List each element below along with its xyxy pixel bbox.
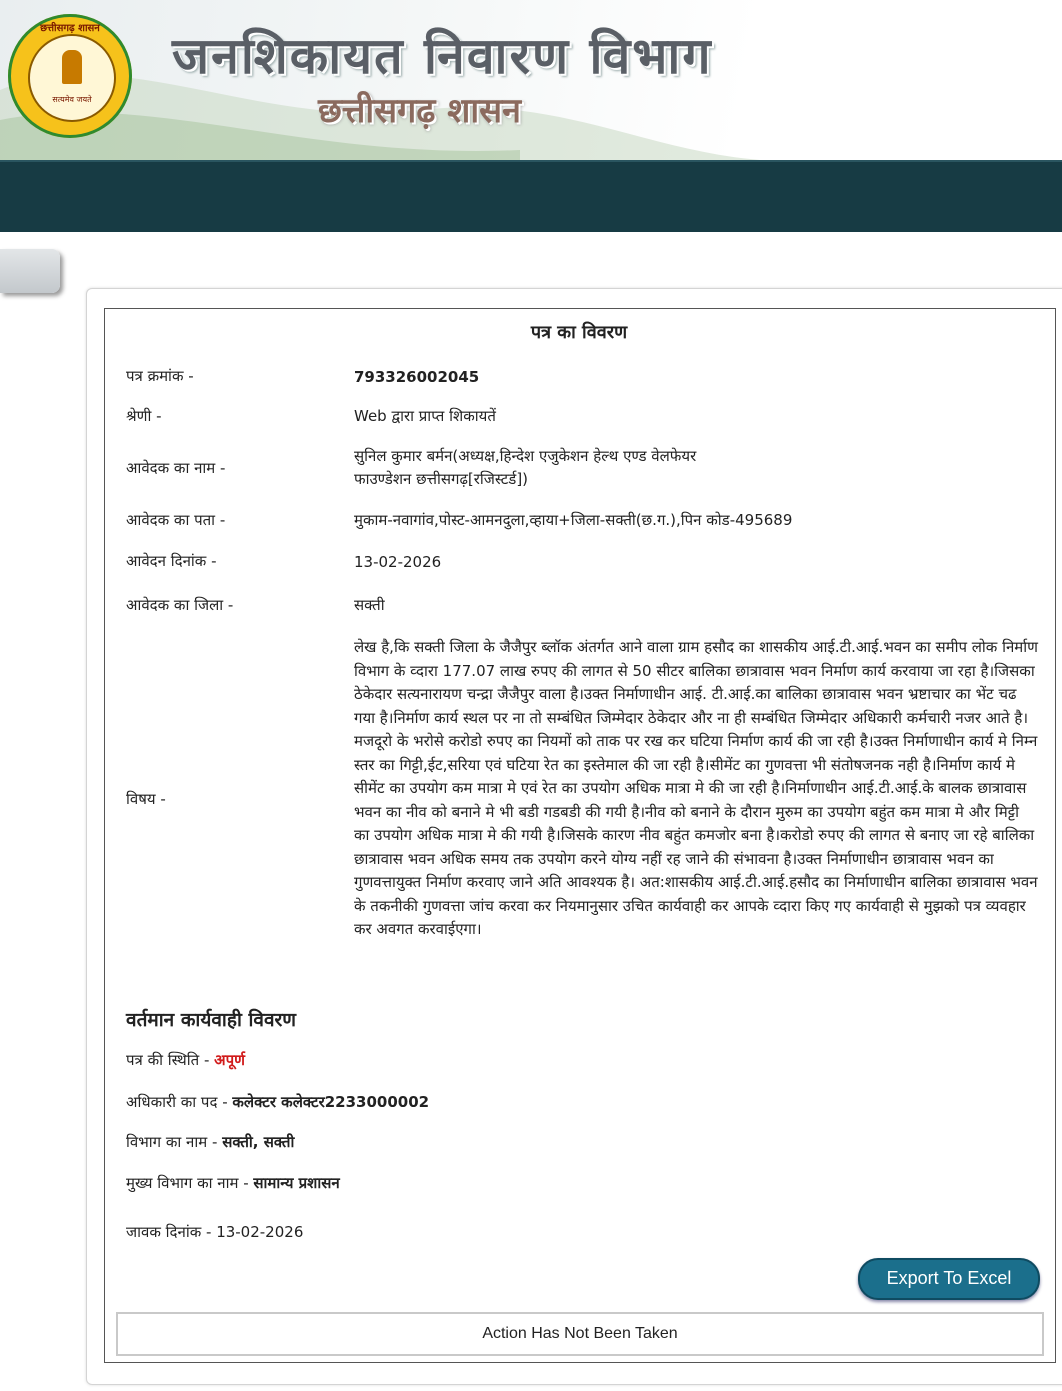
department-name xyxy=(126,1132,294,1152)
navigation-bar xyxy=(0,160,1062,232)
side-menu-tab[interactable] xyxy=(0,249,60,293)
category-label: श्रेणी - xyxy=(126,407,162,425)
applicant-name-line2: फाउण्डेशन छत्तीसगढ़[रजिस्टर्ड]) xyxy=(354,470,529,488)
application-date-label: आवेदन दिनांक - xyxy=(126,552,217,570)
letter-number-label: पत्र क्रमांक - xyxy=(126,367,194,385)
applicant-name-line1: सुनिल कुमार बर्मन(अध्यक्ष,हिन्देश एजुकेशन हेल्थ एण्ड वेलफेयर xyxy=(354,447,697,465)
category-value: Web द्वारा प्राप्त शिकायतें xyxy=(354,407,496,425)
applicant-address-value: मुकाम-नवागांव,पोस्ट-आमनदुला,व्हाया+जिला-सक्ती(छ.ग.),पिन कोड-495689 xyxy=(354,511,793,529)
department-name-label: विभाग का नाम - xyxy=(126,1133,218,1151)
officer-post-label: अधिकारी का पद - xyxy=(126,1093,228,1111)
main-department-label: मुख्य विभाग का नाम - xyxy=(126,1174,249,1192)
export-to-excel-button[interactable]: Export To Excel xyxy=(858,1258,1040,1300)
action-status-message: Action Has Not Been Taken xyxy=(116,1312,1044,1356)
lion-capital-icon xyxy=(62,50,82,84)
dispatch-date xyxy=(126,1222,303,1242)
site-subtitle: छत्तीसगढ़ शासन xyxy=(318,91,522,131)
application-date-value: 13-02-2026 xyxy=(354,553,442,571)
main-department-name xyxy=(126,1173,340,1193)
subject-label: विषय - xyxy=(126,790,166,808)
letter-status xyxy=(126,1050,245,1070)
officer-post-value: कलेक्टर कलेक्टर2233000002 xyxy=(232,1093,430,1111)
state-emblem-logo xyxy=(8,14,132,138)
applicant-address-label: आवेदक का पता - xyxy=(126,511,226,529)
letter-status-value: अपूर्ण xyxy=(214,1051,245,1069)
letter-number-value: 793326002045 xyxy=(354,368,480,386)
dispatch-date-label: जावक दिनांक - xyxy=(126,1223,212,1241)
header-banner xyxy=(0,0,1062,160)
current-action-heading: वर्तमान कार्यवाही विवरण xyxy=(126,1009,297,1031)
letter-details-heading: पत्र का विवरण xyxy=(530,322,628,343)
emblem-motto: सत्यमेव जयते xyxy=(52,95,92,104)
subject-text: लेख है,कि सक्ती जिला के जैजैपुर ब्लॉक अंतर्गत आने वाला ग्राम हसौद का शासकीय आई.टी.आई.भवन का समीप लोक निर्माण विभाग के व्दारा 177.07 लाख रुपए की लागत से 50 सीटर बालिका छात्रावास भवन निर्माण कार्य करवाया जा रहा है।जिसका ठेकेदार सत्यनारायण चन्द्रा जैजैपुर वाला है।उक्त निर्माणाधीन आई. टी.आई.का बालिका छात्रावास भवन भ्रष्टाचार का भेंट चढ गया है।निर्माण कार्य स्थल पर ना तो सम्बंधित जिम्मेदार ठेकेदार और ना ही सम्बंधित जिम्मेदार अधिकारी कर्मचारी नजर आते है।मजदूरो के भरोसे करोडो रुपए का नियमों को ताक पर रख कर घटिया निर्माण कार्य की जा रही है।उक्त निर्माणाधीन कार्य मे निम्न स्तर का गिट्टी,ईट,सरिया एवं घटिया रेत का इस्तेमाल की जा रही है।सीमेंट का गुणवत्ता भी संतोषजनक नही है।निर्माण कार्य मे सीमेंट का उपयोग कम मात्रा मे एवं रेत का उपयोग अधिक मात्रा मे की जा रही है।निर्माणाधीन आई.टी.आई.के बालक छात्रावास भवन का नीव को बनाने मे भी बडी गडबडी की गयी है।नीव को बनाने के दौरान मुरुम का उपयोग बहुंत कम मात्रा मे और मिट्टी का उपयोग अधिक मात्रा मे की गयी है।जिसके कारण नीव बहुंत कमजोर बना है।करोडो रुपए की लागत से बनाए जा रहे बालिका छात्रावास भवन अधिक समय तक उपयोग करने योग्य नहीं रह जाने की संभावना है।उक्त निर्माणाधीन छात्रावास भवन का गुणवत्तायुक्त निर्माण करवाए जाने अति आवश्यक है। अत:शासकीय आई.टी.आई.हसौद का निर्माणाधीन बालिका छात्रावास भवन के तकनीकी गुणवत्ता जांच करवा कर नियमानुसार उचित कार्यवाही कर आपके व्दारा किए गए कार्यवाही से मुझको पत्र व्यवहार कर अवगत करवाईएगा। xyxy=(354,638,1039,938)
officer-post xyxy=(126,1092,429,1112)
main-department-value: सामान्य प्रशासन xyxy=(253,1174,340,1192)
department-name-value: सक्ती, सक्ती xyxy=(222,1133,295,1151)
applicant-district-label: आवेदक का जिला - xyxy=(126,596,234,614)
dispatch-date-value: 13-02-2026 xyxy=(216,1223,304,1241)
applicant-district-value: सक्ती xyxy=(354,596,385,614)
site-title: जनशिकायत निवारण विभाग xyxy=(172,27,713,85)
emblem-text: छत्तीसगढ़ शासन xyxy=(40,23,100,34)
letter-status-label: पत्र की स्थिति - xyxy=(126,1051,210,1069)
applicant-name-label: आवेदक का नाम - xyxy=(126,459,226,477)
